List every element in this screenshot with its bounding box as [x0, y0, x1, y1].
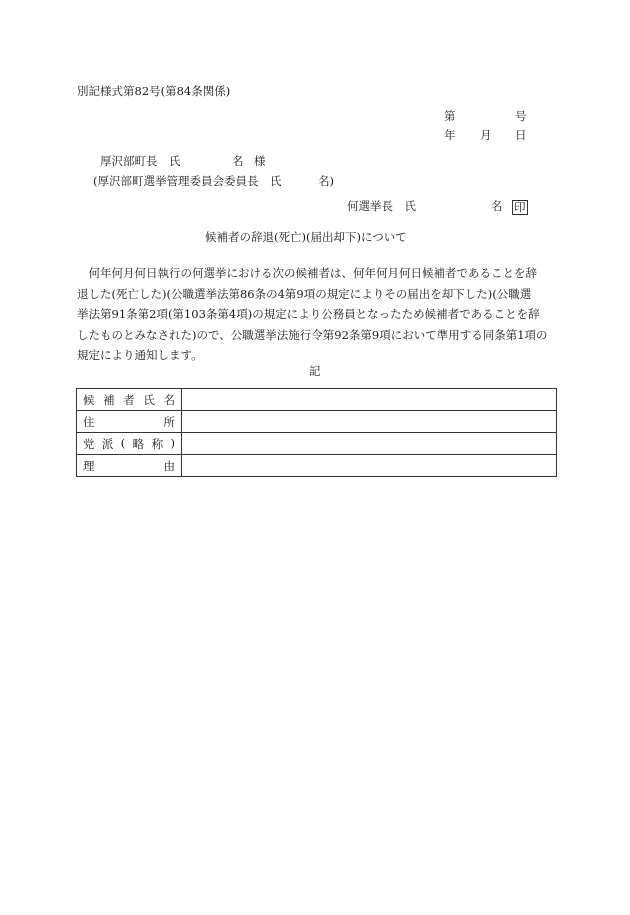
body-line: 規定により通知します。: [77, 348, 203, 362]
sender-title: 何選挙長 氏: [347, 199, 416, 213]
candidate-table: [76, 388, 557, 477]
form-header: 別記様式第82号(第84条関係): [77, 84, 231, 98]
table-row: [77, 389, 557, 411]
body-line: 退した(死亡した)(公職選挙法第86条の4第9項の規定によりその届出を却下した)(公職選: [77, 286, 532, 301]
notice-body: [77, 263, 555, 366]
sender-name-label: 名: [491, 199, 503, 213]
body-line: 何年何月何日執行の何選挙における次の候補者は、何年何月何日候補者であることを辞: [88, 266, 537, 280]
address-value: [182, 411, 557, 433]
table-row: [77, 433, 557, 455]
subject-title: 候補者の辞退(死亡)(届出却下)について: [205, 230, 407, 244]
party-label: 党 派 ( 略 称 ): [77, 433, 182, 455]
doc-number-prefix: 第: [444, 109, 456, 123]
addressee-alt-title: (厚沢部町選挙管理委員会委員長 氏: [93, 174, 282, 188]
body-line: 挙法第91条第2項(第103条第4項)の規定により公務員となったため候補者であることを辞: [77, 307, 540, 321]
date-year: 年: [444, 128, 456, 142]
party-value: [182, 433, 557, 455]
table-row: [77, 411, 557, 433]
ki-heading: 記: [309, 364, 321, 378]
address-label: 住 所: [77, 411, 182, 433]
candidate-name-value: [182, 389, 557, 411]
reason-value: [182, 455, 557, 477]
seal-mark: 印: [514, 200, 526, 214]
table-row: [77, 455, 557, 477]
date-month: 月: [480, 128, 492, 142]
date-day: 日: [515, 128, 527, 142]
addressee-honorific: 様: [254, 154, 266, 168]
addressee-name-label: 名: [232, 154, 244, 168]
doc-number-suffix: 号: [515, 109, 527, 123]
body-line: したものとみなされた)ので、公職選挙法施行令第92条第9項において準用する同条第1項の: [77, 327, 548, 342]
candidate-name-label: 候 補 者 氏 名: [77, 389, 182, 411]
reason-label: 理 由: [77, 455, 182, 477]
addressee-alt-name: 名): [318, 174, 334, 188]
addressee-title: 厚沢部町長 氏: [100, 154, 181, 168]
